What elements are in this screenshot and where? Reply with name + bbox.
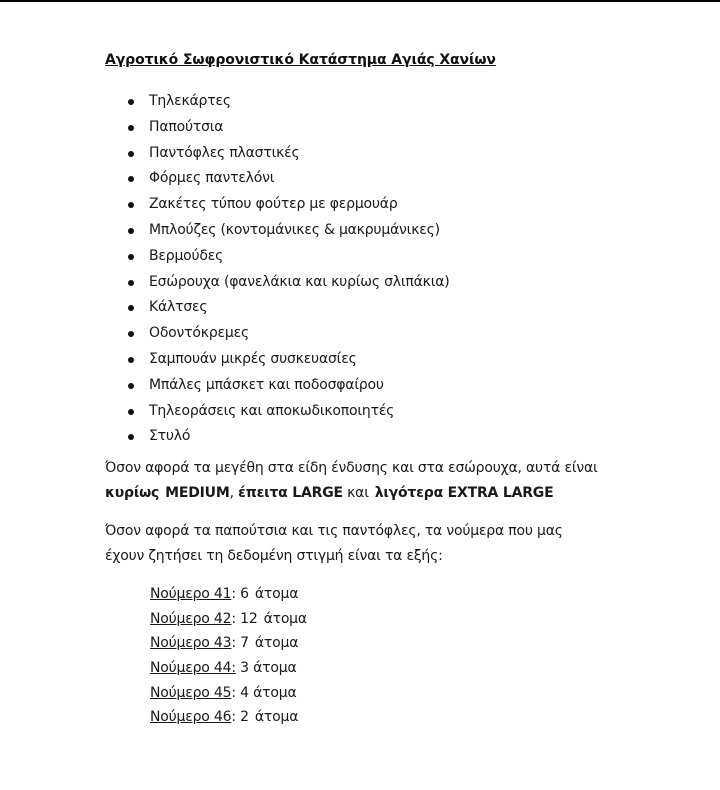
shoes-paragraph-line1: Όσον αφορά τα παπούτσια και τις παντόφλες, τα νούμερα που μας — [105, 523, 563, 539]
separator: : — [231, 610, 236, 627]
sizes-paragraph-line2 — [105, 481, 598, 506]
separator: : — [231, 684, 236, 701]
sizes-paragraph — [105, 456, 598, 506]
list-item-label: Βερμούδες — [149, 247, 224, 264]
list-item-label: Τηλεοράσεις και αποκωδικοποιητές — [149, 402, 395, 419]
bullet-icon — [128, 409, 134, 415]
shoe-size-unit: άτομα — [254, 586, 299, 602]
shoe-size-count: 6 — [240, 586, 249, 602]
list-item-label: Μπλούζες (κοντομάνικες & μακρυμάνικες) — [149, 221, 440, 238]
shoe-size-row — [150, 681, 307, 706]
shoe-size-count: 12 — [240, 610, 258, 627]
shoe-size-label: Νούμερο 41 — [150, 586, 232, 602]
shoe-size-row — [150, 705, 307, 730]
list-item-label: Στυλό — [149, 428, 191, 445]
bullet-icon — [128, 125, 134, 131]
mostly-label: κυρίως — [105, 485, 160, 501]
shoe-size-count: 7 — [240, 635, 249, 652]
shoes-paragraph-line2: έχουν ζητήσει τη δεδομένη στιγμή είναι τα εξής: — [105, 548, 443, 564]
bullet-icon — [128, 383, 134, 389]
shoe-size-label: Νούμερο 45 — [150, 684, 232, 701]
shoe-sizes-list — [150, 582, 307, 730]
bullet-icon — [128, 176, 134, 182]
shoe-size-unit: άτομα — [263, 610, 307, 627]
list-item-label: Παντόφλες πλαστικές — [149, 144, 300, 161]
bullet-icon — [128, 280, 134, 286]
bullet-icon — [128, 228, 134, 234]
bullet-icon — [128, 305, 134, 311]
shoes-paragraph — [105, 519, 563, 569]
shoe-size-unit: άτομα — [253, 684, 297, 701]
shoe-size-unit: άτομα — [253, 660, 297, 677]
shoe-size-row — [150, 656, 307, 681]
separator: : — [231, 586, 236, 602]
shoe-size-label: Νούμερο 42 — [150, 610, 232, 627]
list-item-label: Εσώρουχα (φανελάκια και κυρίως σλιπάκια) — [149, 273, 450, 290]
bullet-icon — [128, 434, 134, 440]
shoe-size-unit: άτομα — [254, 709, 299, 726]
shoe-size-label: Νούμερο 43 — [150, 635, 232, 652]
bullet-icon — [128, 151, 134, 157]
list-item-label: Οδοντόκρεμες — [149, 325, 249, 342]
shoe-size-label: Νούμερο 46 — [150, 709, 232, 726]
shoe-size-row — [150, 607, 307, 632]
shoe-size-count: 3 — [240, 660, 249, 677]
shoe-size-row — [150, 582, 307, 607]
shoe-size-count: 2 — [240, 709, 249, 726]
list-item-label: Φόρμες παντελόνι — [149, 170, 275, 187]
shoe-size-row — [150, 631, 307, 656]
sizes-paragraph-line1: Όσον αφορά τα μεγέθη στα είδη ένδυσης και στα εσώρουχα, αυτά είναι — [105, 460, 598, 476]
bullet-icon — [128, 254, 134, 260]
list-item-label: Σαμπουάν μικρές συσκευασίες — [149, 350, 357, 367]
list-item-label: Παπούτσια — [149, 118, 224, 135]
document-title: Αγροτικό Σωφρονιστικό Κατάστημα Αγιάς Χανίων — [105, 52, 496, 68]
shoe-size-label: Νούμερο 44: — [150, 660, 236, 677]
list-item-label: Μπάλες μπάσκετ και ποδοσφαίρου — [149, 376, 384, 393]
medium-size: MEDIUM — [165, 485, 230, 501]
bullet-icon — [128, 331, 134, 337]
less-extra-large: λιγότερα EXTRA LARGE — [374, 485, 554, 501]
list-item-label: Κάλτσες — [149, 299, 208, 316]
bullet-icon — [128, 99, 134, 105]
and-word: και — [347, 485, 369, 501]
list-item-label: Ζακέτες τύπου φούτερ με φερμουάρ — [149, 196, 398, 213]
bullet-icon — [128, 357, 134, 363]
bullet-icon — [128, 202, 134, 208]
separator: : — [231, 635, 236, 652]
list-item-label: Τηλεκάρτες — [149, 93, 231, 109]
separator: : — [231, 709, 236, 726]
shoe-size-unit: άτομα — [254, 635, 299, 652]
shoe-size-count: 4 — [240, 684, 249, 701]
then-large: έπειτα LARGE — [238, 485, 343, 501]
comma: , — [229, 485, 234, 501]
